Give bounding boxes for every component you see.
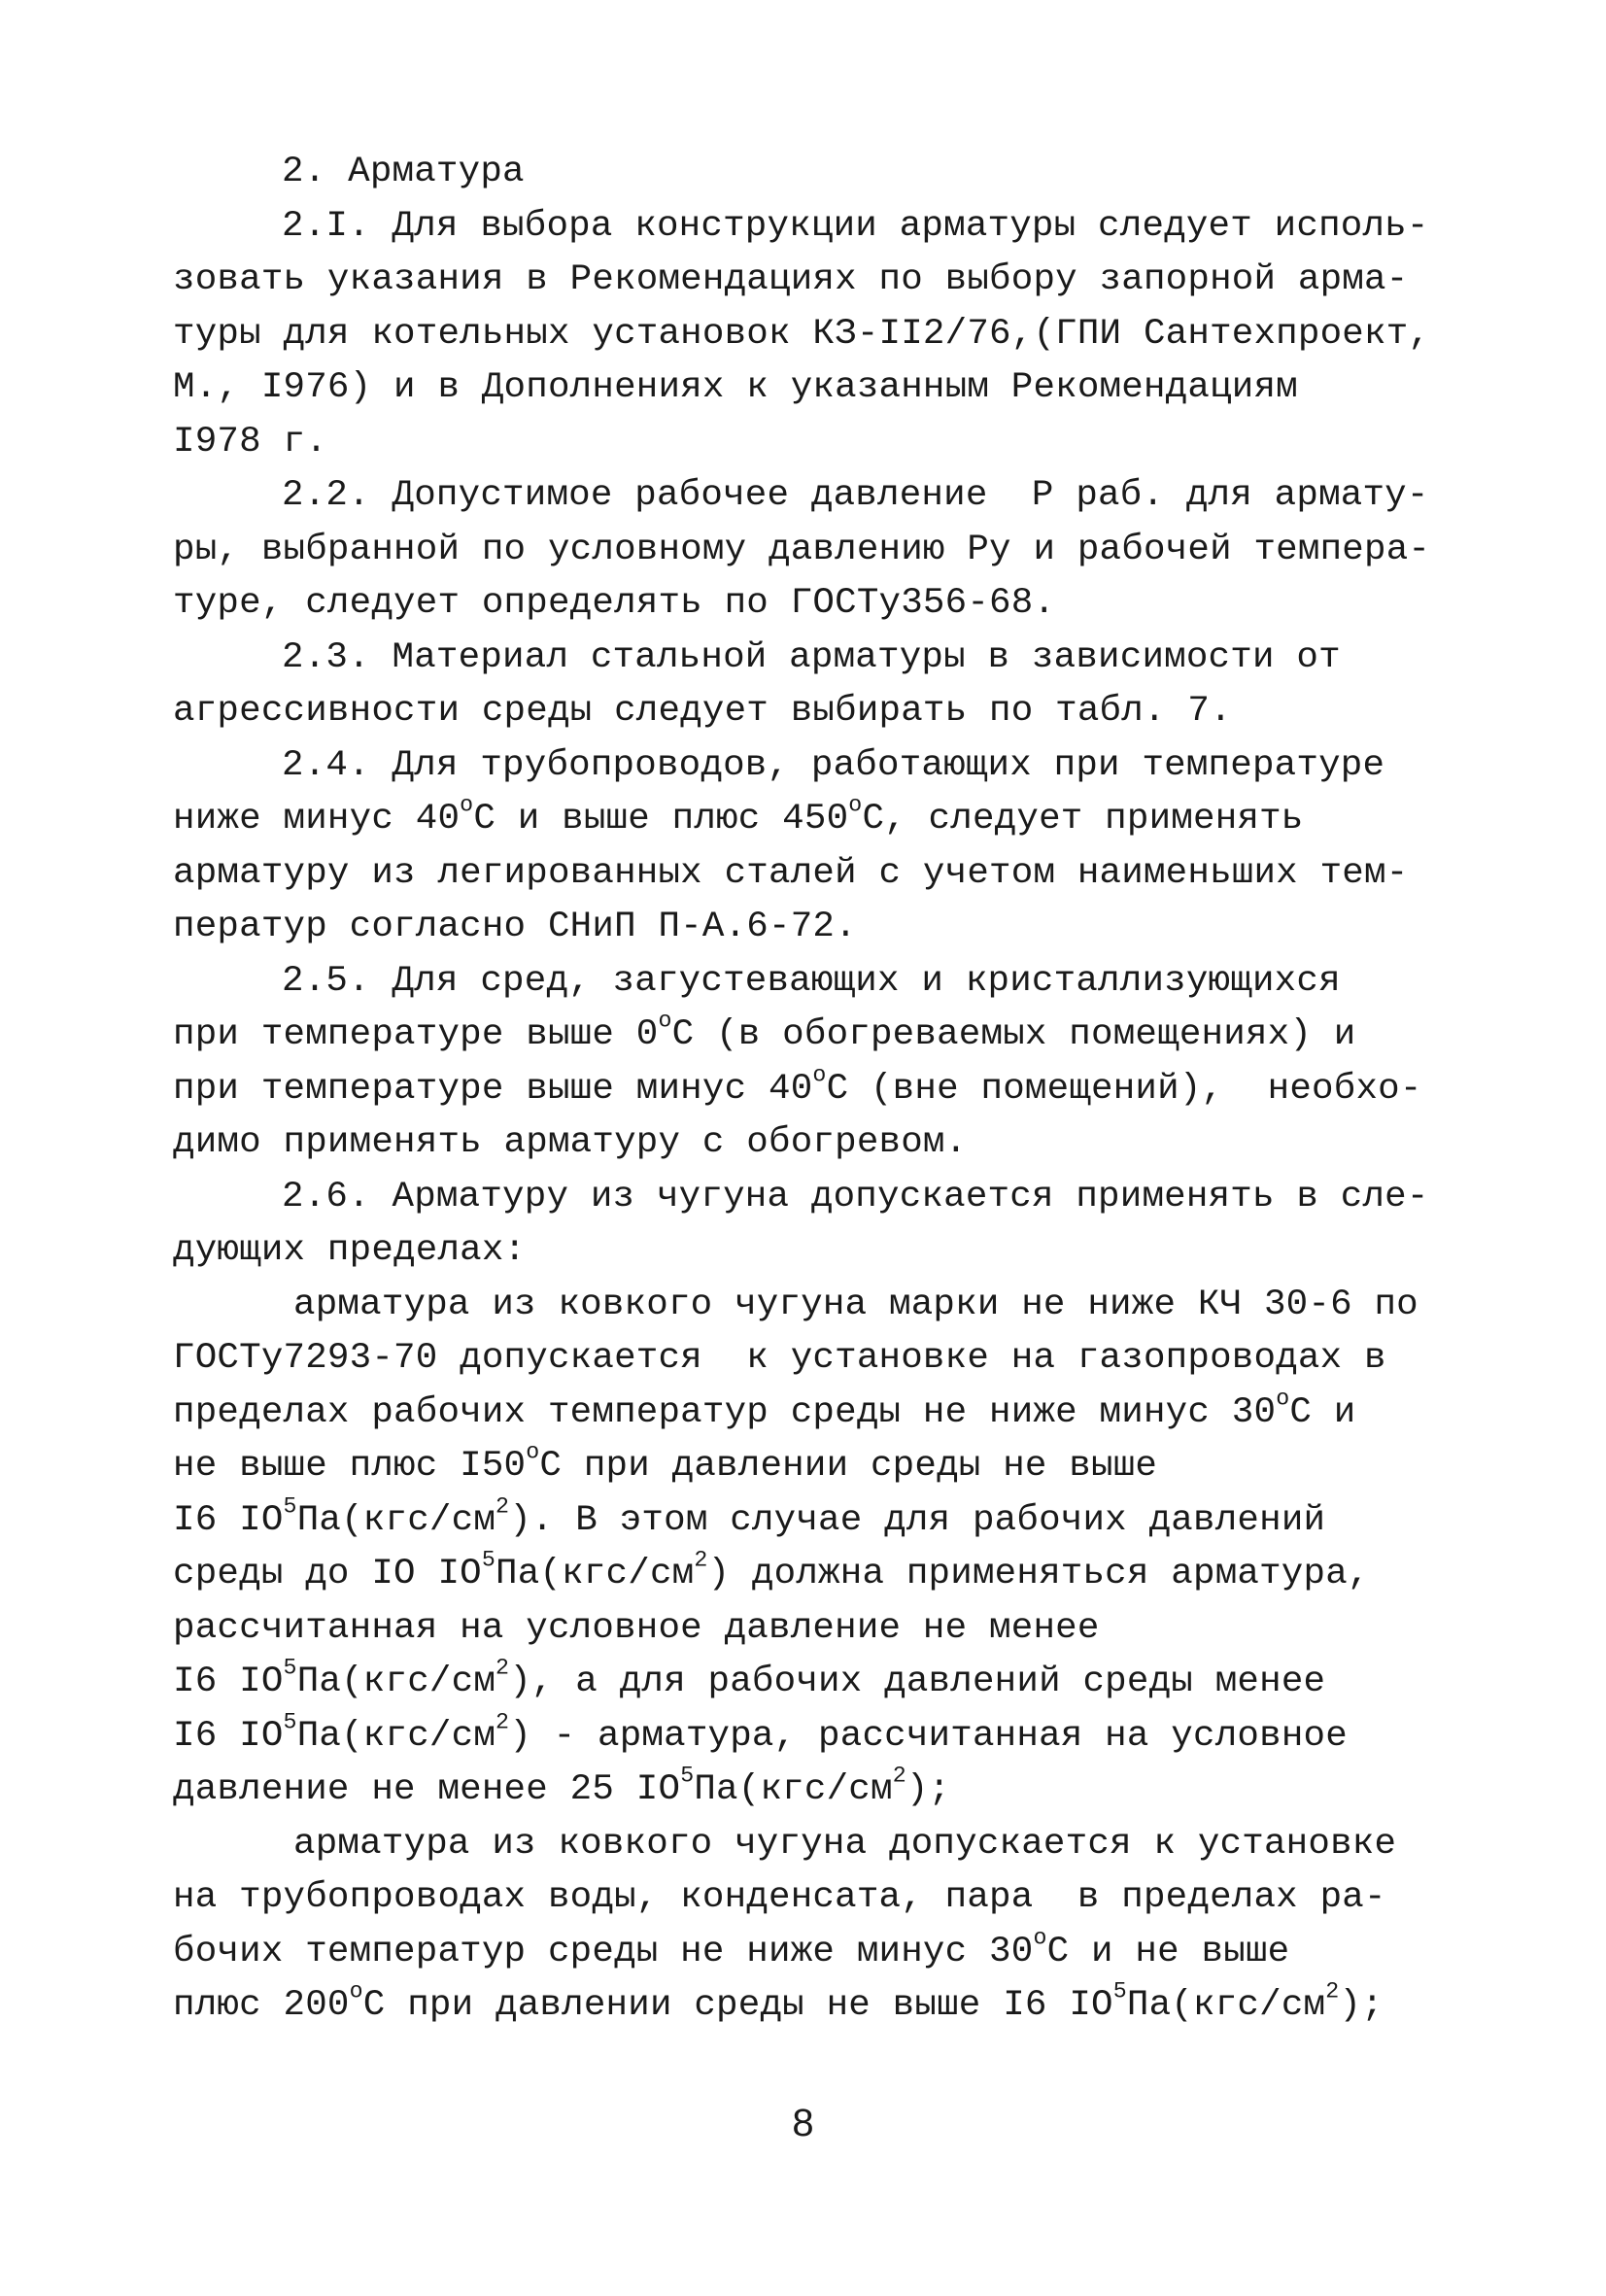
degree-superscript: о: [526, 1439, 540, 1465]
paragraph-2-3-line: агрессивности среды следует выбирать по табл. 7.: [173, 691, 1232, 732]
malleable-iron-gas-line: ГОСТу7293-70 допускается к установке на газопроводах в: [173, 1338, 1386, 1379]
paragraph-2-1-line: зовать указания в Рекомендациях по выбору запорной арма-: [173, 259, 1409, 300]
malleable-iron-gas-line: арматура из ковкого чугуна марки не ниже КЧ 30-6 по: [293, 1284, 1418, 1325]
power-superscript: 2: [495, 1709, 510, 1735]
degree-superscript: о: [1033, 1925, 1047, 1951]
power-superscript: 5: [1112, 1978, 1127, 2005]
malleable-iron-gas-line: I6 $IO^5Па(кгс/см^2)$ - арматура, рассчитанная на условное: [173, 1709, 1348, 1757]
power-superscript: 2: [694, 1547, 708, 1573]
paragraph-2-4-line: арматуру из легированных сталей с учетом наименьших тем-: [173, 852, 1409, 894]
power-superscript: 2: [495, 1655, 510, 1681]
section-heading: 2. Арматура: [282, 152, 525, 192]
malleable-iron-water-line: арматура из ковкого чугуна допускается к установке: [293, 1823, 1397, 1865]
degree-superscript: о: [812, 1062, 827, 1088]
paragraph-2-5-line: 2.5. Для сред, загустевающих и кристаллизующихся: [282, 960, 1341, 1002]
malleable-iron-gas-line: давление не менее 25 $IO^5Па(кгс/см^2)$;: [173, 1763, 951, 1810]
malleable-iron-water-line: плюс $200^оС$ при давлении среды не выше I6 $IO^5Па(кгс/см^2)$;: [173, 1978, 1384, 2026]
paragraph-2-2-line: 2.2. Допустимое рабочее давление Р раб. для армату-: [282, 475, 1429, 516]
degree-superscript: о: [658, 1008, 672, 1034]
degree-superscript: о: [848, 792, 863, 818]
paragraph-2-1-line: туры для котельных установок КЗ-II2/76,(ГПИ Сантехпроект,: [173, 313, 1431, 355]
paragraph-2-2-line: туре, следует определять по ГОСТу356-68.: [173, 583, 1056, 624]
paragraph-2-4-line: ниже минус $40^оС$ и выше плюс $450^оС$, следует применять: [173, 792, 1304, 840]
power-superscript: 5: [481, 1547, 496, 1573]
power-superscript: 2: [892, 1763, 906, 1789]
malleable-iron-gas-line: не выше плюс $I50^оС$ при давлении среды не выше: [173, 1439, 1158, 1487]
paragraph-2-4-line: 2.4. Для трубопроводов, работающих при температуре: [282, 744, 1385, 786]
malleable-iron-water-line: бочих температур среды не ниже минус $30^оС$ и не выше: [173, 1925, 1290, 1972]
paragraph-2-5-line: димо применять арматуру с обогревом.: [173, 1122, 968, 1163]
paragraph-2-1-line: I978 г.: [173, 421, 327, 463]
power-superscript: 5: [283, 1493, 297, 1520]
paragraph-2-5-line: при температуре выше $0^оС$ (в обогреваемых помещениях) и: [173, 1008, 1356, 1055]
power-superscript: 5: [283, 1655, 297, 1681]
malleable-iron-gas-line: I6 $IO^5Па(кгс/см^2)$, а для рабочих давлений среды менее: [173, 1655, 1326, 1702]
paragraph-2-4-line: ператур согласно СНиП П-А.6-72.: [173, 907, 857, 947]
power-superscript: 5: [680, 1763, 695, 1789]
degree-superscript: о: [460, 792, 474, 818]
malleable-iron-gas-line: I6 $IO^5Па(кгс/см^2)$. В этом случае для рабочих давлений: [173, 1493, 1326, 1541]
malleable-iron-gas-line: пределах рабочих температур среды не ниже минус $30^оС$ и: [173, 1386, 1356, 1433]
malleable-iron-gas-line: рассчитанная на условное давление не менее: [173, 1607, 1100, 1649]
paragraph-2-6-line: 2.6. Арматуру из чугуна допускается применять в сле-: [282, 1176, 1429, 1217]
power-superscript: 2: [1325, 1978, 1340, 2005]
body-text: [173, 146, 1431, 2034]
paragraph-2-3-line: 2.3. Материал стальной арматуры в зависимости от: [282, 636, 1341, 678]
malleable-iron-water-line: на трубопроводах воды, конденсата, пара в пределах ра-: [173, 1877, 1386, 1918]
paragraph-2-1-line: М., I976) и в Дополнениях к указанным Рекомендациям: [173, 367, 1298, 408]
paragraph-2-1-line: 2.I. Для выбора конструкции арматуры следует исполь-: [282, 205, 1429, 247]
degree-superscript: о: [349, 1978, 363, 2005]
paragraph-2-6-line: дующих пределах:: [173, 1230, 527, 1271]
degree-superscript: о: [1276, 1386, 1290, 1412]
power-superscript: 2: [495, 1493, 510, 1520]
power-superscript: 5: [283, 1709, 297, 1735]
paragraph-2-5-line: при температуре выше минус $40^оС$ (вне помещений), необхо-: [173, 1062, 1422, 1110]
page-number: 8: [792, 2102, 814, 2144]
malleable-iron-gas-line: среды до IO $IO^5Па(кгс/см^2)$ должна применяться арматура,: [173, 1547, 1370, 1594]
paragraph-2-2-line: ры, выбранной по условному давлению Ру и рабочей темпера-: [173, 529, 1431, 570]
